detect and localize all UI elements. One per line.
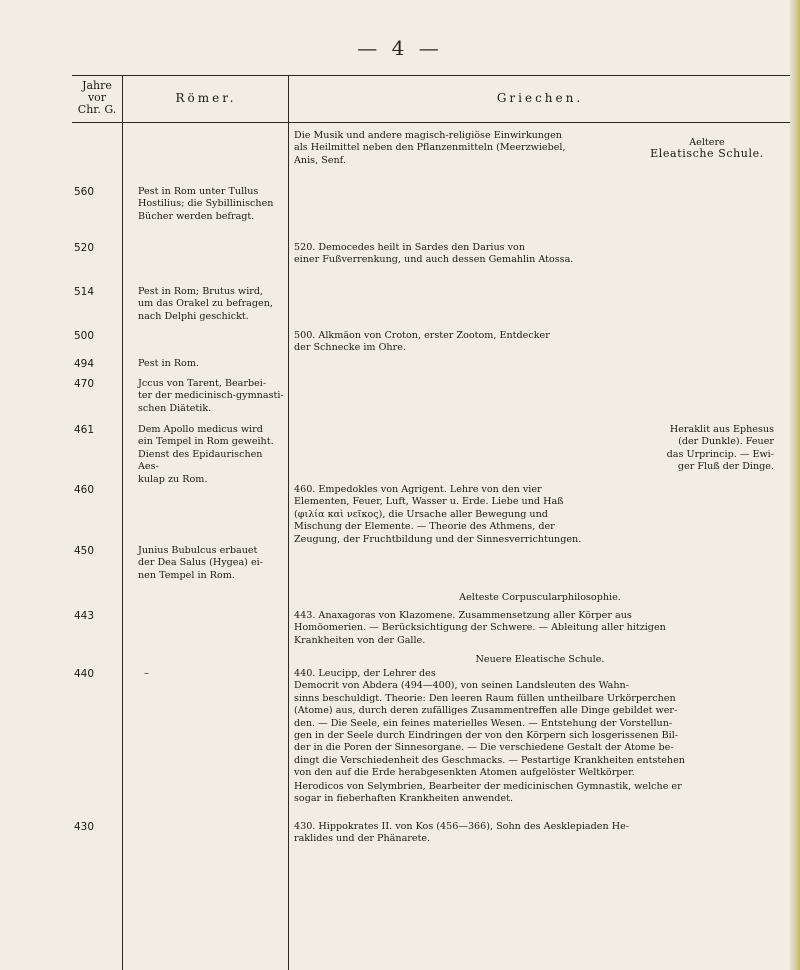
page-number: — 4 — [357,36,443,60]
greek-entry-440 [294,668,784,780]
text-line: 430. Hippokrates II. von Kos (456—366), Sohn des Aesklepiaden He- [294,821,629,832]
text-line: (φιλία καὶ νεῖκος), die Ursache aller Bewegung und [294,508,548,520]
text-line: 520. Democedes heilt in Sardes den Darius von [294,242,525,253]
text-line: ger Fluß der Dinge. [677,461,774,473]
text-line: um das Orakel zu befragen, [138,298,273,310]
year-label: 470 [74,378,95,390]
year-label: 461 [74,424,95,436]
text-line: Hostilius; die Sybillinischen [138,198,274,210]
text-line: Junius Bubulcus erbauet [138,545,258,556]
text-line: Heraklit aus Ephesus [669,424,774,435]
text-line: Elementen, Feuer, Luft, Wasser u. Erde. Liebe und Haß [294,496,564,508]
text-line: (Atome) aus, durch deren zufälliges Zusammentreffen alle Dinge gebildet wer- [294,705,678,717]
text-line: der in die Poren der Sinnesorgane. — Die verschiedene Gestalt der Atome be- [294,742,674,754]
year-label: 500 [74,330,95,342]
text-line: Homöomerien. — Berücksichtigung der Schwere. — Ableitung aller hitzigen [294,622,666,634]
greek-entry-520 [294,242,774,267]
herodicos-entry [294,781,784,806]
dash-mark: – [144,668,149,679]
text-line: Aeltere [689,137,725,148]
text-line: 440. Leucipp, der Lehrer des [294,668,436,679]
year-label: 440 [74,668,95,680]
text-line: Krankheiten von der Galle. [294,634,426,646]
greek-entry-443 [294,610,784,647]
roman-entry-461 [138,424,286,486]
newer-eleatic-school-heading: Neuere Eleatische Schule. [475,654,605,665]
text-line: Jccus von Tarent, Bearbei- [138,378,267,389]
text-line: nen Tempel in Rom. [138,569,235,581]
roman-entry-494 [138,358,286,370]
years-header-line1: Jahre vor [82,79,112,104]
text-line: Zeugung, der Fruchtbildung und der Sinnesverrichtungen. [294,533,582,545]
year-label: 460 [74,484,95,496]
text-line: ter der medicinisch-gymnasti- [138,390,284,402]
text-line: Herodicos von Selymbrien, Bearbeiter der medicinischen Gymnastik, welche er [294,781,682,792]
years-header-line2: Chr. G. [77,103,117,116]
roman-entry-514 [138,286,286,323]
column-divider-romans [288,76,289,970]
text-line: Anis, Senf. [294,154,346,166]
year-label: 450 [74,545,95,557]
greek-entry-430 [294,821,784,846]
older-eleatic-school-label [632,137,782,159]
greek-entry-460 [294,484,774,546]
text-line: das Urprincip. — Ewi- [666,448,774,460]
year-label: 560 [74,186,95,198]
text-line: Eleatische Schule. [650,147,764,160]
text-line: Die Musik und andere magisch-religiöse Einwirkungen [294,130,562,141]
text-line: der Schnecke im Ohre. [294,342,406,354]
text-line: kulap zu Rom. [138,473,208,485]
text-line: dingt die Verschiedenheit des Geschmacks. — Pestartige Krankheiten entstehen [294,754,685,766]
table-top-rule [72,75,790,76]
text-line: raklides und der Phänarete. [294,833,431,845]
romans-column-header: Römer. [175,91,237,105]
year-label: 443 [74,610,95,622]
roman-entry-560 [138,186,286,223]
text-line: Dienst des Epidaurischen Aes- [138,448,263,473]
year-label: 430 [74,821,95,833]
text-line: Pest in Rom; Brutus wird, [138,286,264,297]
corpuscular-philosophy-heading: Aelteste Corpuscularphilosophie. [459,592,621,603]
heraklit-entry [560,424,774,474]
text-line: von den auf die Erde herabgesenkten Atomen aufgelöster Weltkörper. [294,767,635,779]
text-line: gen in der Seele durch Eindringen der von den Körpern sich losgerissenen Bil- [294,730,679,742]
greeks-column-header: Griechen. [496,91,584,105]
greek-entry-500 [294,330,774,355]
column-divider-years [122,76,123,970]
year-label: 514 [74,286,95,298]
text-line: den. — Die Seele, ein feines materielles Wesen. — Entstehung der Vorstellun- [294,717,673,729]
text-line: Democrit von Abdera (494—400), von seinen Landsleuten des Wahn- [294,680,629,692]
text-line: Mischung der Elemente. — Theorie des Athmens, der [294,521,555,533]
text-line: Dem Apollo medicus wird [138,424,263,435]
text-line: 443. Anaxagoras von Klazomene. Zusammensetzung aller Körper aus [294,610,632,621]
roman-entry-450 [138,545,286,582]
text-line: als Heilmittel neben den Pflanzenmitteln (Meerzwiebel, [294,142,566,154]
text-line: sinns beschuldigt. Theorie: Den leeren Raum füllen untheilbare Urkörperchen [294,692,676,704]
text-line: Pest in Rom unter Tullus [138,186,259,197]
years-column-header [72,80,122,116]
text-line: ein Tempel in Rom geweiht. [138,436,274,448]
text-line: schen Diätetik. [138,402,212,414]
text-line: (der Dunkle). Feuer [678,436,774,448]
text-line: Pest in Rom. [138,358,199,369]
year-label: 494 [74,358,95,370]
table-header-rule [72,122,790,123]
text-line: 460. Empedokles von Agrigent. Lehre von den vier [294,484,542,495]
page-edge [790,0,800,970]
text-line: 500. Alkmäon von Croton, erster Zootom, Entdecker [294,330,550,341]
text-line: nach Delphi geschickt. [138,310,249,322]
year-label: 520 [74,242,95,254]
roman-entry-470 [138,378,286,415]
text-line: sogar in fieberhaften Krankheiten anwendet. [294,793,514,805]
text-line: der Dea Salus (Hygea) ei- [138,557,263,569]
text-line: einer Fußverrenkung, und auch dessen Gemahlin Atossa. [294,254,574,266]
greek-intro [294,130,624,167]
text-line: Bücher werden befragt. [138,210,255,222]
